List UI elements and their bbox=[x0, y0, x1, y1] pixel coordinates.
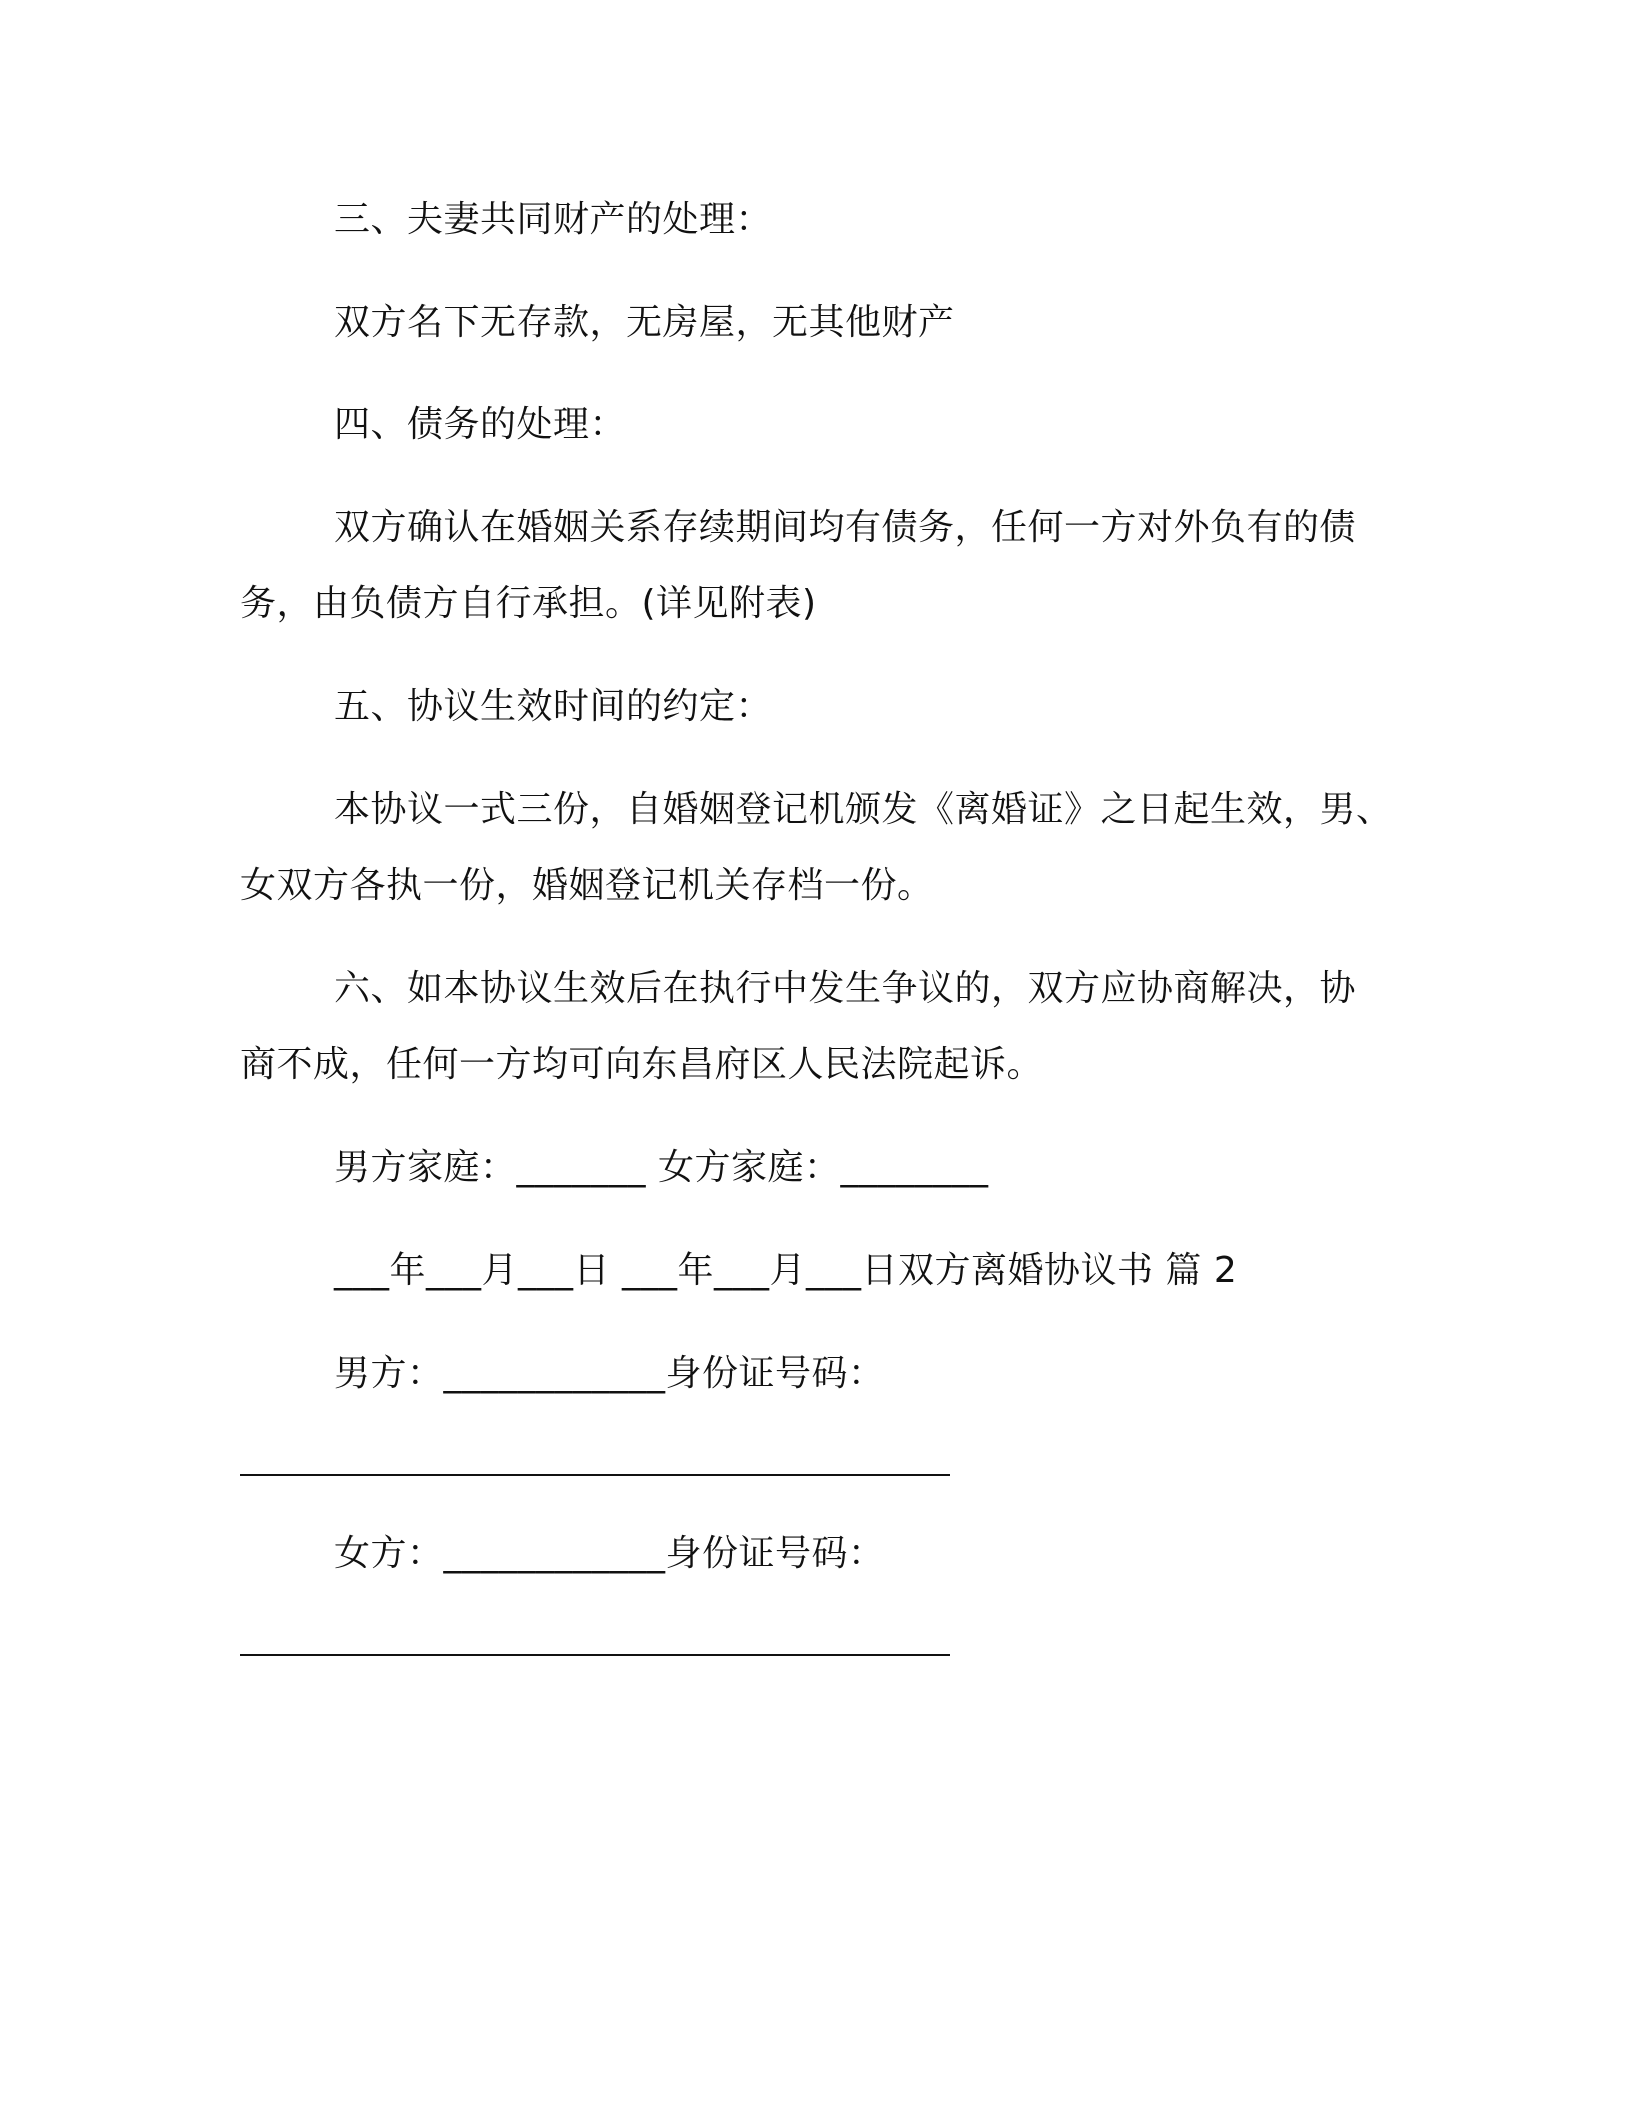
paragraph-dispute-line-2: 商不成，任何一方均可向东昌府区人民法院起诉。 bbox=[240, 1044, 1044, 1085]
section-heading-effective: 五、协议生效时间的约定： bbox=[334, 686, 773, 727]
date-and-title-line: ___年___月___日 ___年___月___日双方离婚协议书 篇 2 bbox=[334, 1250, 1238, 1291]
female-party-line: 女方：____________身份证号码： bbox=[334, 1533, 885, 1574]
male-party-line: 男方：____________身份证号码： bbox=[334, 1353, 885, 1394]
family-signature-line: 男方家庭：_______ 女方家庭：________ bbox=[334, 1147, 989, 1188]
section-heading-property: 三、夫妻共同财产的处理： bbox=[334, 199, 773, 240]
section-heading-debt: 四、债务的处理： bbox=[334, 404, 627, 445]
paragraph-effective-line-2: 女双方各执一份，婚姻登记机关存档一份。 bbox=[240, 865, 934, 906]
paragraph-debt-line-1: 双方确认在婚姻关系存续期间均有债务，任何一方对外负有的债 bbox=[334, 507, 1357, 548]
paragraph-debt-line-2: 务，由负债方自行承担。(详见附表) bbox=[240, 583, 817, 624]
male-id-underline bbox=[240, 1474, 950, 1476]
paragraph-effective-line-1: 本协议一式三份，自婚姻登记机颁发《离婚证》之日起生效，男、 bbox=[334, 789, 1393, 830]
female-id-underline bbox=[240, 1654, 950, 1656]
paragraph-property: 双方名下无存款，无房屋，无其他财产 bbox=[334, 302, 955, 343]
paragraph-dispute-line-1: 六、如本协议生效后在执行中发生争议的，双方应协商解决，协 bbox=[334, 968, 1357, 1009]
